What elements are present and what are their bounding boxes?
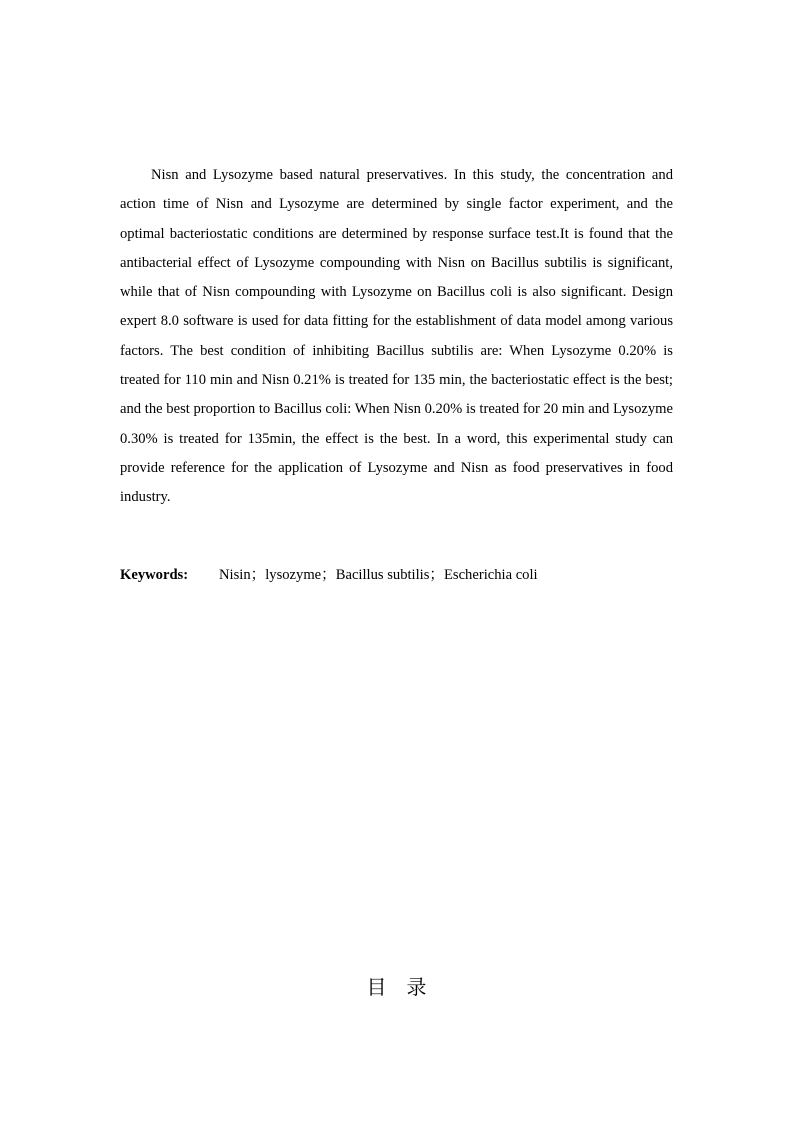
keywords-value: Nisin；lysozyme；Bacillus subtilis；Escherichia coli (219, 567, 538, 583)
keywords-label: Keywords: (120, 567, 189, 583)
keywords-line (120, 561, 673, 590)
abstract-paragraph: Nisn and Lysozyme based natural preservatives. In this study, the concentration and action time of Nisn and Lysozyme are determined by single factor experiment, and the optimal bacteriostatic conditions are determined by response surface test.It is found that the antibacterial effect of Lysozyme compounding with Nisn on Bacillus subtilis is significant, while that of Nisn compounding with Lysozyme on Bacillus coli is also significant. Design expert 8.0 software is used for data fitting for the establishment of data model among various factors. The best condition of inhibiting Bacillus subtilis are: When Lysozyme 0.20% is treated for 110 min and Nisn 0.21% is treated for 135 min, the bacteriostatic effect is the best; and the best proportion to Bacillus coli: When Nisn 0.20% is treated for 20 min and Lysozyme 0.30% is treated for 135min, the effect is the best. In a word, this experimental study can provide reference for the application of Lysozyme and Nisn as food preservatives in food industry. (120, 167, 673, 506)
toc-heading: 目录 (366, 975, 447, 999)
